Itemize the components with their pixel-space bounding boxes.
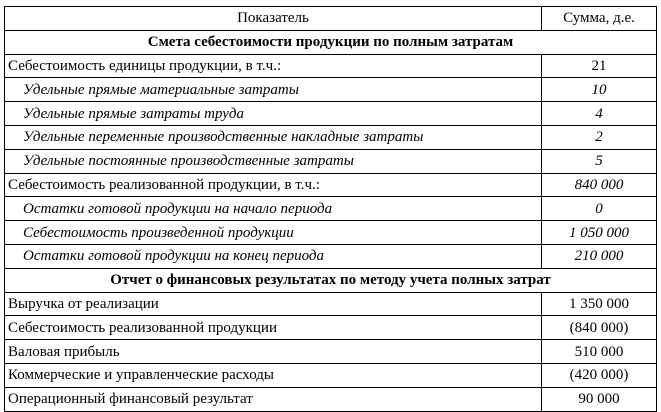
row-value: 2 <box>542 125 657 149</box>
table-row <box>5 125 657 149</box>
header-indicator: Показатель <box>5 7 542 31</box>
row-label: Себестоимость реализованной продукции <box>5 316 542 340</box>
section-title-cost-estimate: Смета себестоимости продукции по полным затратам <box>5 30 657 54</box>
section-title-row <box>5 30 657 54</box>
header-row <box>5 7 657 31</box>
row-value: 210 000 <box>542 244 657 268</box>
row-label: Удельные прямые затраты труда <box>5 102 542 126</box>
row-label: Выручка от реализации <box>5 292 542 316</box>
row-value: 1 350 000 <box>542 292 657 316</box>
row-value: 90 000 <box>542 387 657 411</box>
table-row <box>5 173 657 197</box>
table-row <box>5 102 657 126</box>
row-value: 0 <box>542 197 657 221</box>
row-value: 510 000 <box>542 340 657 364</box>
row-label: Себестоимость произведенной продукции <box>5 221 542 245</box>
row-label: Валовая прибыль <box>5 340 542 364</box>
row-value: 1 050 000 <box>542 221 657 245</box>
row-value: 840 000 <box>542 173 657 197</box>
row-label: Коммерческие и управленческие расходы <box>5 363 542 387</box>
row-label: Удельные переменные производственные накладные затраты <box>5 125 542 149</box>
table-row <box>5 54 657 78</box>
row-value: 21 <box>542 54 657 78</box>
table-row <box>5 197 657 221</box>
table-row <box>5 78 657 102</box>
cost-table <box>4 6 657 412</box>
table-row <box>5 387 657 411</box>
table-row <box>5 340 657 364</box>
table-row <box>5 149 657 173</box>
row-label: Себестоимость единицы продукции, в т.ч.: <box>5 54 542 78</box>
header-amount: Сумма, д.е. <box>542 7 657 31</box>
row-value: 5 <box>542 149 657 173</box>
table-row <box>5 316 657 340</box>
row-value: 10 <box>542 78 657 102</box>
row-label: Остатки готовой продукции на начало периода <box>5 197 542 221</box>
row-label: Остатки готовой продукции на конец периода <box>5 244 542 268</box>
row-value: (840 000) <box>542 316 657 340</box>
section-title-income-statement: Отчет о финансовых результатах по методу учета полных затрат <box>5 268 657 292</box>
row-label: Удельные постоянные производственные затраты <box>5 149 542 173</box>
row-label: Себестоимость реализованной продукции, в т.ч.: <box>5 173 542 197</box>
table-row <box>5 221 657 245</box>
row-value: (420 000) <box>542 363 657 387</box>
table-row <box>5 292 657 316</box>
section-title-row <box>5 268 657 292</box>
row-value: 4 <box>542 102 657 126</box>
table-row <box>5 244 657 268</box>
table-row <box>5 363 657 387</box>
row-label: Операционный финансовый результат <box>5 387 542 411</box>
row-label: Удельные прямые материальные затраты <box>5 78 542 102</box>
